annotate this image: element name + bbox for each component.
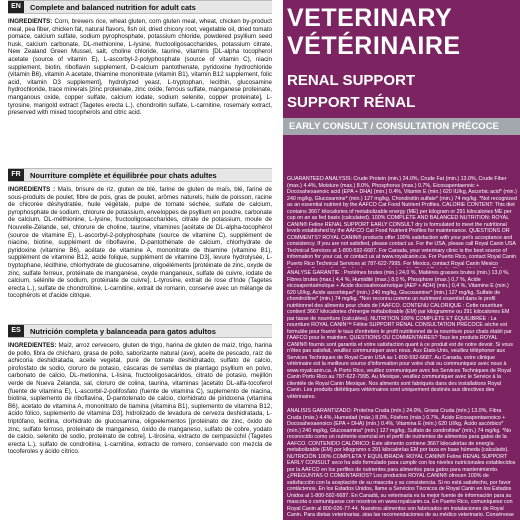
product-panel [283,0,520,520]
language-badge: ES [8,325,24,337]
section-heading: Nutrición completa y balanceada para gatos adultos [30,326,216,336]
product-name-fr: SUPPORT RÉNAL [287,94,416,111]
section-spanish [8,324,272,520]
product-name-en: RENAL SUPPORT [287,72,416,89]
subtitle-text: EARLY CONSULT / CONSULTATION PRÉCOCE [289,121,499,132]
ingredients-text [8,186,272,332]
section-header [8,324,272,338]
ingredients-label: INGREDIENTES: [8,342,57,349]
subtitle-bar [283,118,520,135]
analysis-text-fr: ANALYSE GARANTIE : Protéines brutes (min.) 24,0 %, Matières grasses brutes (min.) 13,0 %, Fibres brutes (max.) 4,4 %, Humidité (max.) 8,0 %, Phosphore (max.) 0,7 %, Acide eicosapentaénoïque + Acide docosahexaénoïque (AEP + ADH) (min.) 0,4 %, Vitamine E (min.) 620 UI/kg, Acide ascorbique* (min.) 240 mg/kg, Glucosamine* (min.) 127 mg/kg, Sulfate de chondroïtine* (min.) 74 mg/kg. *Non reconnu comme un nutriment essentiel dans le profil nutritionnel des aliments pour chats de l'AAFCO. CONTENU CALORIQUE : Cette nourriture contient 3667 kilocalories d'énergie métabolisable (EM) par kilogramme ou 291 kilocalories EM par tasse de nourriture (calculées). NUTRITION 100% COMPLÈTE ET ÉQUILIBRÉE : La nourriture ROYAL CANIN™ Féline SUPPORT RÉNAL CONSULTATION PRÉCOCE sèche est formulée pour fournir le taux d'entretien le profil nutritionnel de la nourriture pour chats établi par l'AAFCO pour le maintien. QUESTIONS OU COMMENTAIRES? Tous les produits ROYAL CANIN® fournis sont garantis et votre satisfaction quant à ce produit est de notre devoir. Si vous n'êtes pas satisfait, veuillez communiquer avec nous. Aux États-Unis, veuillez téléphoner aux Services Techniques de Royal Canin USA au 1-800-592-6687. Au Canada, votre clinique vétérinaire est la meilleure source d'information pour votre chat ou communiquez avec nous à www.royalcanin.ca. À Porto Rico, veuillez communiquer avec les Services Techniques de Royal Canin Porto Rico au 787-622-7995. Au Mexique, veuillez communiquer avec le Service à la clientèle de Royal Canin Mexique. Nos aliments sont fabriqués dans des installations Royal Canin. Les produits diététiques vétérinaires sont uniquement destinés aux directives des vétérinaires. [287,270,513,400]
brand-title-en: VETERINARY [287,4,453,32]
analysis-text-es: ANÁLISIS GARANTIZADO: Proteína Cruda (mín.) 24.0%, Grasa Cruda (mín.) 13.0%, Fibra Cruda (máx.) 4.4%, Humedad (máx.) 8.0%, Fósforo (máx.) 0.7%, Ácido Eicosapentaenoico + Docosahexaenoico (EPA + DHA) (mín.) 0.4%, Vitamina E (mín.) 620 UI/kg, Ácido ascórbico* (mín.) 240 mg/kg, Glucosamina* (mín.) 127 mg/kg, Sulfato de condroitina* (mín.) 74 mg/kg. *No reconocido como un nutriente esencial en el perfil de nutrientes de alimentos para gatos de la AAFCO. CONTENIDO CALÓRICO: Este alimento contiene 3667 kilocalorías de energía metabolizable (EM) por kilogramo o 291 kilocalorías EM por taza en base húmeda (calculado). NUTRICIÓN 100% COMPLETA Y EQUILIBRADA: ROYAL CANIN® Feline RENAL SUPPORT EARLY CONSULT seco ha sido formulado para cumplir con los niveles nutricionales establecidos por la AAFCO en los perfiles de nutrientes para alimentos para gatos para mantenimiento. ¿PREGUNTAS O COMENTARIOS? Los productos ROYAL CANIN® ofrecen 100% de satisfacción con la aceptación de su mascota y su consistencia. Si no está satisfecho, por favor contáctenos. En los Estados Unidos, llame a Servicios Técnicos de Royal Canin en los Estados Unidos al 1-800-592-6687. En Canadá, su veterinaria es la mejor fuente de información para su mascota o comuníquese con nosotros en www.royalcanin.ca. En Puerto Rico, comuníquese con Royal Canin al 800-026-77-44. Nuestros alimentos son fabricados en instalaciones de Royal Canin. Para dietas veterinarias, siga las recomendaciones de su médico veterinario. Consérvese [287,408,516,516]
language-badge: EN [8,1,24,13]
section-french [8,168,272,332]
ingredients-list: Maïs, brisure de riz, gluten de blé, farine de gluten de maïs, blé, farine de sous-produits de poulet, fibre de pois, gras de poulet, arômes naturels, huile de poisson, racine de chicorée déshydratée, huile végétale, pulpe de tomate séchée, sulfate de calcium, pyrophosphate de sodium, chlorure de potassium, enveloppes de psyllium en poudre, carbonate de calcium, DL-méthionine, L-lysine, fructooligosaccharides, citrate de potassium, moule de Nouvelle-Zélande, sel, chlorure de choline, taurine, vitamines [acétate de DL-alpha-tocophérol (source de vitamine E), L-ascorbyl-2-polyphosphate (source de vitamine C), supplément de niacine, biotine, supplément de riboflavine, D-pantothénate de calcium, chlorhydrate de pyridoxine (vitamine B6), acétate de vitamine A, mononitrate de thiamine (vitamine B1), supplément de vitamine B12, acide folique, supplément de vitamine D3], levure hydrolysée, L-tryptophane, lécithine, chlorhydrate de glucosamine, oligoéléments [protéinate de zinc, oxyde de zinc, sulfate ferreux, protéinate de manganèse, oxyde manganeux, sulfate de cuivre, iodate de calcium, sélénite de sodium, protéinate de cuivre], L-tyrosine, extrait de rose d'Inde (Tagetes erecta L.), sulfate de chondroïtine, L-carnitine, extrait de romarin, conservé avec un mélange de tocophérols et d'acide citrique. [8,186,272,300]
language-badge: FR [8,169,24,181]
section-heading: Complete and balanced nutrition for adult cats [30,2,196,12]
section-header [8,0,272,14]
brand-title-fr: VÉTÉRINAIRE [287,32,461,60]
ingredients-text [8,342,272,520]
section-header [8,168,272,182]
ingredients-list: Corn, brewers rice, wheat gluten, corn gluten meal, wheat, chicken by-product meal, pea fiber, chicken fat, natural flavors, fish oil, dried chicory root, vegetable oil, dried tomato pomace, calcium sulfate, sodium pyrophosphate, potassium chloride, powdered psyllium seed husk, calcium carbonate, DL-methionine, L-lysine, fructooligosaccharides, potassium citrate, New Zealand Green Mussel, salt, choline chloride, taurine, vitamins [DL-alpha tocopherol acetate (source of vitamin E), L-ascorbyl-2-polyphosphate (source of vitamin C), niacin supplement, biotin, riboflavin supplement, D-calcium pantothenate, pyridoxine hydrochloride (vitamin B6), vitamin A acetate, thiamine mononitrate (vitamin B1), vitamin B12 supplement, folic acid, vitamin D3 supplement], hydrolyzed yeast, L-tryptophan, lecithin, glucosamine hydrochloride, trace minerals [zinc proteinate, zinc oxide, ferrous sulfate, manganese proteinate, manganous oxide, copper sulfate, calcium iodate, sodium selenite, copper proteinate], L-tyrosine, marigold extract (Tagetes erecta L.), chondroitin sulfate, L-carnitine, rosemary extract, preserved with mixed tocopherols and citric acid. [8,18,272,117]
analysis-text-en: GUARANTEED ANALYSIS: Crude Protein (min.) 24.0%, Crude Fat (min.) 13.0%, Crude Fiber (max.) 4.4%, Moisture (max.) 8.0%, Phosphorus (max.) 0.7%, Eicosapentaenoic + Docosahexaenoic acid (EPA + DHA) (min.) 0.4%, Vitamin E (min.) 620 IU/kg, Ascorbic acid* (min.) 240 mg/kg, Glucosamine* (min.) 127 mg/kg, Chondroitin sulfate* (min.) 74 mg/kg. *Not recognized as an essential nutrient by the AAFCO Cat Food Nutrient Profiles. CALORIE CONTENT: This diet contains 3667 kilocalories of metabolizable energy (ME) per kilogram or 291 kilocalories ME per cup on an as fed basis (calculated). 100% COMPLETE AND BALANCED NUTRITION: ROYAL CANIN® Feline RENAL SUPPORT EARLY CONSULT dry is formulated to meet the nutritional levels established by the AAFCO Cat Food Nutrient Profiles for maintenance. QUESTIONS OR COMMENTS? ROYAL CANIN® products offer 100% satisfaction with your pet's acceptance and consistency. If you are not satisfied, please contact us. For the USA, please call Royal Canin USA Technical Services at 1-800-592-6687. For Canada, your veterinary clinic is the best source of information for your cat, or contact us at www.royalcanin.ca. For Puerto Rico, contact Royal Canin Puerto Rico Technical Services at 787-622-7995. For Mexico, contact Royal Canin Mexico [287,176,517,267]
ingredients-list: Maíz, arroz cervecero, gluten de trigo, harina de gluten de maíz, trigo, harina de pollo, fibra de chícharo, grasa de pollo, saborizante natural (ave), aceite de pescado, raíz de achicoria deshidratada, aceite vegetal, puré de tomate deshidratado, sulfato de calcio, pirofosfato de sodio, cloruro de potasio, cáscaras de semillas de plantago psyllium en polvo, carbonato de calcio, DL-metionina, L-lisina, fructooligosacáridos, citrato de potasio, mejillón verde de Nueva Zelanda, sal, cloruro de colina, taurina, vitaminas [acetato DL-alfa-tocoferol (fuente de vitamina E), L-ascorbil-2-polifosfato (fuente de vitamina C), suplemento de niacina, biotina, suplemento de riboflavina, D-pantotenato de calcio, clorhidrato de piridoxina (vitamina B6), acetato de vitamina A, mononitrato de tiamina (vitamina B1), suplemento de vitamina B12, ácido fólico, suplemento de vitamina D3], hidrolizado de levadura de cerveza deshidratada, L-triptófano, lecitina, clorhidrato de glucosamina, oligoelementos [proteinato de zinc, óxido de zinc, sulfato ferroso, proteinato de manganeso, óxido de manganeso, sulfato de cobre, yodato de calcio, selenito de sodio, proteinato de cobre], L-tirosina, extracto de cempasúchil (Tagetes erecta L.), sulfato de condroitina, L-carnitina, extracto de romero, conservado con mezcla de tocoferoles y ácido cítrico. [8,342,272,456]
section-english [8,0,272,168]
ingredients-text [8,18,272,168]
section-heading: Nourriture complète et équilibrée pour chats adultes [30,170,217,180]
ingredients-label: INGREDIENTS: [8,18,53,25]
ingredients-label: INGRÉDIENTS : [8,186,56,193]
